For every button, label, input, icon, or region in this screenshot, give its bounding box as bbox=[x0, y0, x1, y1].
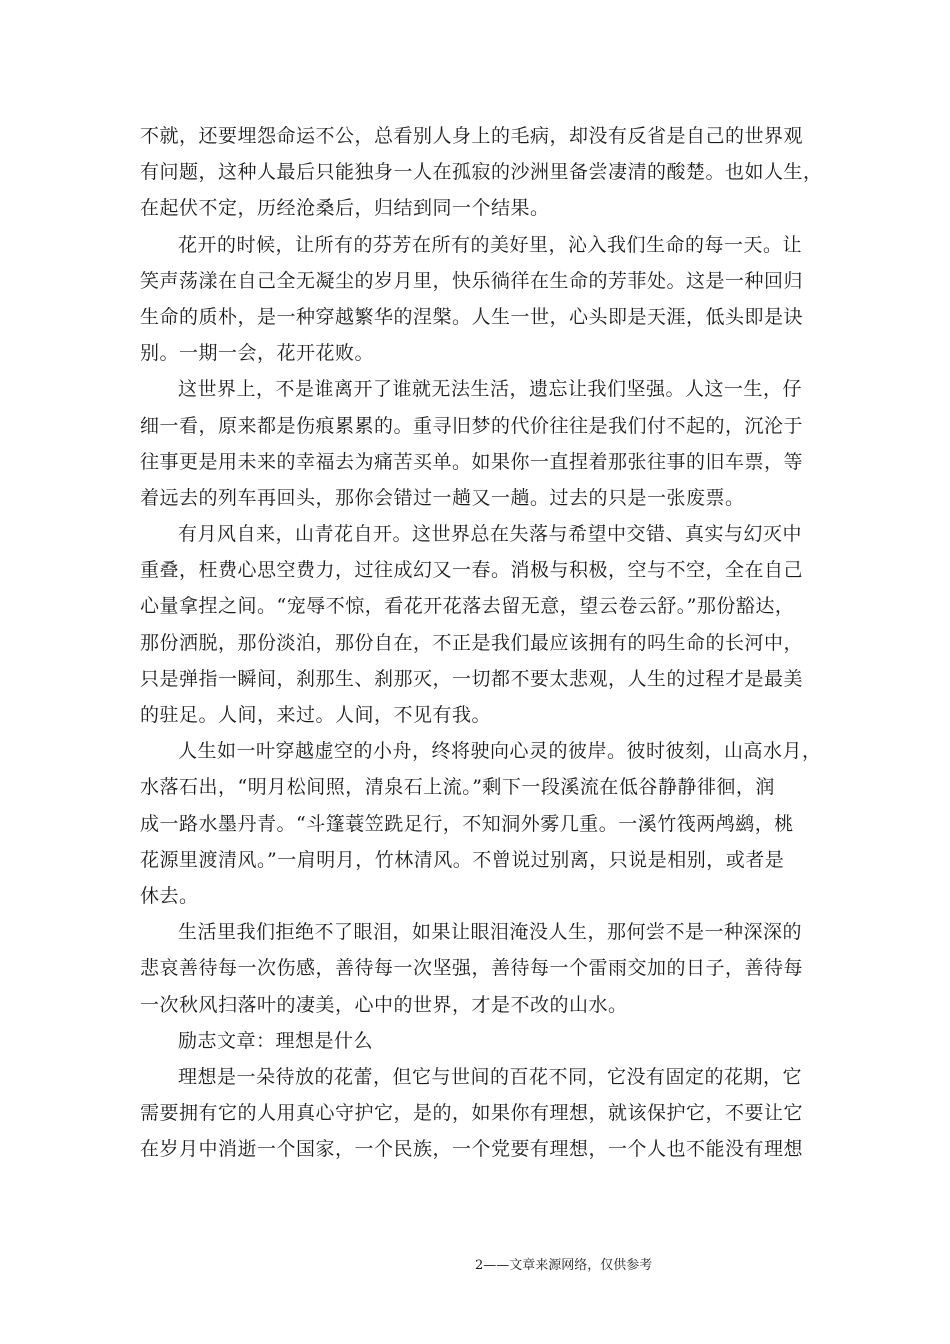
text-line: 的驻足。人间，来过。人间，不见有我。 bbox=[140, 704, 492, 726]
page-footer: 2——文章来源网络，仅供参考 bbox=[475, 1258, 653, 1273]
document-body bbox=[140, 118, 830, 1167]
text-line: 在起伏不定，历经沧桑后，归结到同一个结果。 bbox=[140, 197, 550, 220]
text-line: 水落石出，“明月松间照，清泉石上流。”剩下一段溪流在低谷静静徘徊，润 bbox=[140, 776, 775, 799]
paragraph-start-line: 理想是一朵待放的花蕾，但它与世间的百花不同，它没有固定的花期，它 bbox=[178, 1065, 803, 1088]
paragraph-start-line: 有月风自来，山青花自开。这世界总在失落与希望中交错、真实与幻灭中 bbox=[178, 523, 803, 546]
text-line: 那份洒脱，那份淡泊，那份自在，不正是我们最应该拥有的吗生命的长河中， bbox=[140, 631, 804, 654]
text-line: 悲哀善待每一次伤感，善待每一次坚强，善待每一个雷雨交加的日子，善待每 bbox=[140, 957, 804, 980]
section-heading: 励志文章：理想是什么 bbox=[178, 1029, 374, 1052]
text-line: 有问题，这种人最后只能独身一人在孤寂的沙洲里备尝凄清的酸楚。也如人生， bbox=[140, 161, 823, 184]
text-line: 笑声荡漾在自己全无凝尘的岁月里，快乐徜徉在生命的芳菲处。这是一种回归 bbox=[140, 269, 804, 292]
text-line: 花源里渡清风。”一肩明月，竹林清风。不曾说过别离，只说是相别，或者是 bbox=[140, 848, 785, 871]
text-line: 细一看，原来都是伤痕累累的。重寻旧梦的代价往往是我们付不起的，沉沦于 bbox=[140, 414, 804, 437]
text-line: 着远去的列车再回头，那你会错过一趟又一趟。过去的只是一张废票。 bbox=[140, 486, 745, 509]
text-line: 别。一期一会，花开花败。 bbox=[140, 342, 375, 365]
text-line: 成一路水墨丹青。“斗篷蓑笠跣足行，不知洞外雾几重。一溪竹筏两鸬鹚，桃 bbox=[140, 812, 794, 835]
text-line: 休去。 bbox=[140, 884, 199, 907]
text-line: 一次秋风扫落叶的凄美，心中的世界，才是不改的山水。 bbox=[140, 993, 628, 1016]
text-line: 在岁月中消逝一个国家，一个民族，一个党要有理想，一个人也不能没有理想 bbox=[140, 1138, 804, 1161]
paragraph-start-line: 这世界上，不是谁离开了谁就无法生活，遗忘让我们坚强。人这一生，仔 bbox=[178, 378, 803, 401]
text-line: 不就，还要埋怨命运不公，总看别人身上的毛病，却没有反省是自己的世界观 bbox=[140, 125, 804, 147]
paragraph-start-line: 生活里我们拒绝不了眼泪，如果让眼泪淹没人生，那何尝不是一种深深的 bbox=[178, 921, 803, 944]
text-line: 重叠，枉费心思空费力，过往成幻又一春。消极与积极，空与不空，全在自己 bbox=[140, 559, 804, 582]
text-line: 往事更是用未来的幸福去为痛苦买单。如果你一直捏着那张往事的旧车票，等 bbox=[140, 450, 804, 473]
paragraph-start-line: 花开的时候，让所有的芬芳在所有的美好里，沁入我们生命的每一天。让 bbox=[178, 233, 803, 256]
text-line: 生命的质朴，是一种穿越繁华的涅槃。人生一世，心头即是天涯，低头即是诀 bbox=[140, 305, 804, 328]
text-line: 只是弹指一瞬间，刹那生、刹那灭，一切都不要太悲观，人生的过程才是最美 bbox=[140, 667, 804, 690]
text-line: 需要拥有它的人用真心守护它，是的，如果你有理想，就该保护它，不要让它 bbox=[140, 1102, 804, 1125]
text-line: 心量拿捏之间。“宠辱不惊，看花开花落去留无意，望云卷云舒。”那份豁达， bbox=[140, 595, 795, 618]
paragraph-start-line: 人生如一叶穿越虚空的小舟，终将驶向心灵的彼岸。彼时彼刻，山高水月， bbox=[178, 740, 822, 763]
